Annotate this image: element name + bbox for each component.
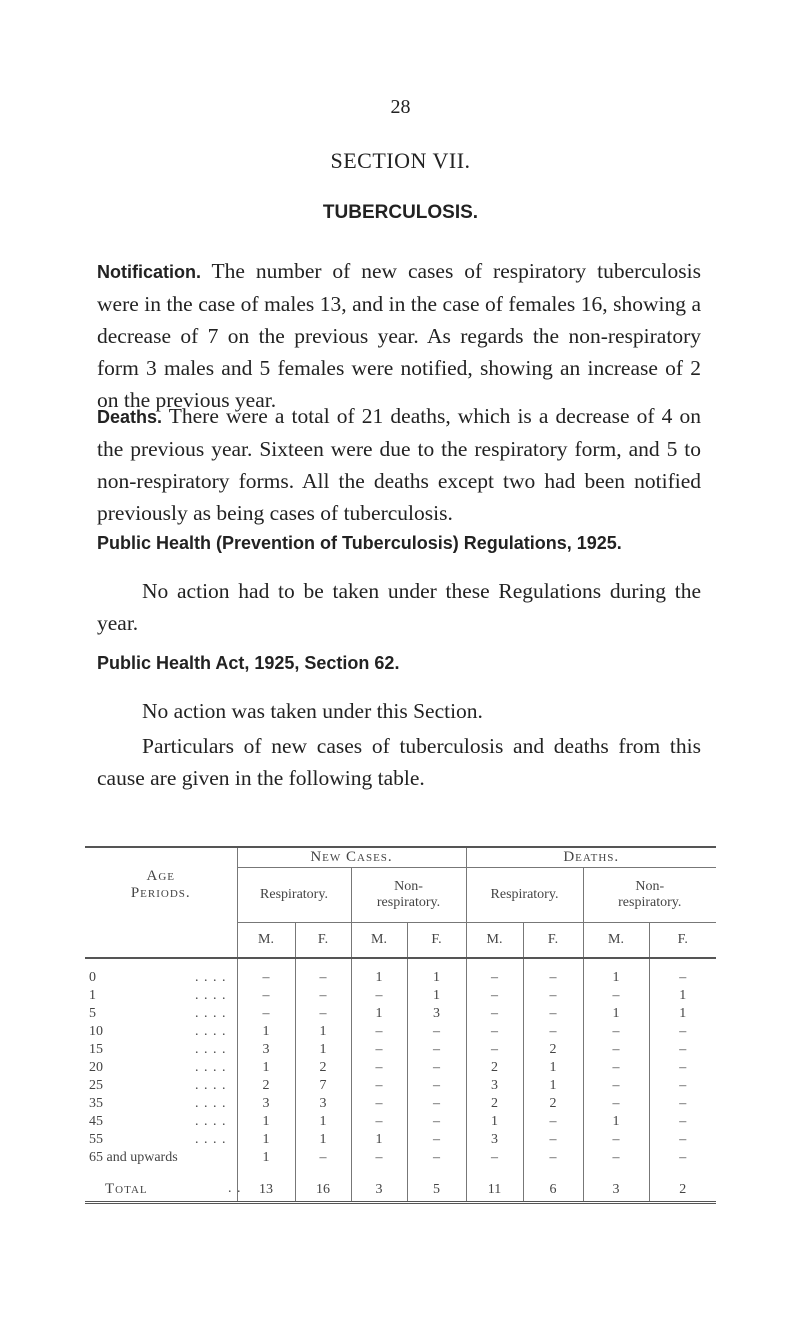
table-cell: – <box>466 1023 523 1041</box>
table-cell: – <box>295 1149 351 1167</box>
table-cell: – <box>649 1059 716 1077</box>
age-period: 45 . . . . <box>89 1113 227 1129</box>
table-cell: – <box>407 1077 466 1095</box>
deaths-respiratory-header: Respiratory. <box>466 868 583 923</box>
page-number: 28 <box>390 96 411 118</box>
table-cell: – <box>583 987 649 1005</box>
table-cell: – <box>407 1095 466 1113</box>
table-row <box>85 1131 716 1149</box>
col-new-resp-f: F. <box>295 923 351 958</box>
table-cell: 3 <box>351 1167 407 1203</box>
table-cell: – <box>351 987 407 1005</box>
table-cell: 1 <box>351 1131 407 1149</box>
table-cell: 1 <box>295 1131 351 1149</box>
age-period: 15 . . . . <box>89 1041 227 1057</box>
notification-paragraph <box>97 255 701 416</box>
table-cell: 1 <box>237 1023 295 1041</box>
table-cell: 1 <box>351 958 407 987</box>
table-cell: – <box>351 1059 407 1077</box>
table-cell: 1 <box>649 987 716 1005</box>
table-cell: 1 <box>583 958 649 987</box>
table-cell: 2 <box>466 1095 523 1113</box>
tuberculosis-table <box>85 846 716 1204</box>
table-cell: – <box>295 958 351 987</box>
table-cell: 7 <box>295 1077 351 1095</box>
table-row <box>85 1113 716 1131</box>
table-row <box>85 1149 716 1167</box>
table-cell: – <box>351 1149 407 1167</box>
table-cell: – <box>407 1149 466 1167</box>
table-cell: – <box>649 1041 716 1059</box>
col-death-nonresp-f: F. <box>649 923 716 958</box>
table-cell: 2 <box>649 1167 716 1203</box>
col-death-resp-f: F. <box>523 923 583 958</box>
table-cell: 1 <box>295 1113 351 1131</box>
table-cell: – <box>583 1059 649 1077</box>
table-cell: – <box>523 1023 583 1041</box>
table-cell: – <box>466 1005 523 1023</box>
table-row <box>85 1023 716 1041</box>
notification-lead: Notification. <box>97 262 201 282</box>
table-cell: – <box>295 1005 351 1023</box>
age-period: 1 . . . . <box>89 987 227 1003</box>
table-cell: – <box>649 1023 716 1041</box>
table-row <box>85 1005 716 1023</box>
table-cell: – <box>649 1131 716 1149</box>
table-cell: – <box>407 1023 466 1041</box>
deaths-lead: Deaths. <box>97 407 163 427</box>
table-cell: 1 <box>237 1113 295 1131</box>
table-cell: – <box>523 1149 583 1167</box>
table-cell: 6 <box>523 1167 583 1203</box>
table-cell: – <box>523 987 583 1005</box>
table-cell: 1 <box>523 1059 583 1077</box>
table-row <box>85 1059 716 1077</box>
table-cell: – <box>523 1113 583 1131</box>
table-cell: – <box>237 1005 295 1023</box>
col-new-resp-m: M. <box>237 923 295 958</box>
table-cell: 11 <box>466 1167 523 1203</box>
table-cell: – <box>407 1113 466 1131</box>
section-heading: SECTION VII. <box>330 148 471 173</box>
table-cell: 2 <box>237 1077 295 1095</box>
age-period: 10 . . . . <box>89 1023 227 1039</box>
age-period: 25 . . . . <box>89 1077 227 1093</box>
table-cell: – <box>407 1131 466 1149</box>
table-cell: – <box>351 1095 407 1113</box>
col-new-nonresp-m: M. <box>351 923 407 958</box>
table-cell: – <box>237 958 295 987</box>
table-row <box>85 1095 716 1113</box>
table-cell: 1 <box>237 1131 295 1149</box>
table-cell: 3 <box>466 1077 523 1095</box>
table-cell: – <box>583 1149 649 1167</box>
table-cell: 1 <box>295 1023 351 1041</box>
table-cell: 13 <box>237 1167 295 1203</box>
total-label: Total . . <box>85 1167 237 1203</box>
table-cell: – <box>583 1041 649 1059</box>
table-cell: – <box>523 958 583 987</box>
table-cell: 1 <box>237 1059 295 1077</box>
table-cell: – <box>351 1023 407 1041</box>
table-cell: – <box>351 1041 407 1059</box>
table-cell: 3 <box>407 1005 466 1023</box>
deaths-text: There were a total of 21 deaths, which is a decrease of 4 on the previous year. Sixteen were due to the respiratory form, and 5 to non-respiratory forms. All the deaths except two had been notified previously as being cases of tuberculosis. <box>97 404 701 525</box>
notification-text: The number of new cases of respiratory tuberculosis were in the case of males 13, and in the case of females 16, showing a decrease of 7 on the previous year. As regards the non-respiratory form 3 males and 5 females were notified, showing an increase of 2 on the previous year. <box>97 259 701 412</box>
table-cell: 1 <box>407 987 466 1005</box>
table-cell: 2 <box>523 1095 583 1113</box>
new-respiratory-header: Respiratory. <box>237 868 351 923</box>
table-cell: 2 <box>295 1059 351 1077</box>
act-paragraph: No action was taken under this Section. <box>142 699 483 723</box>
table-cell: 1 <box>466 1113 523 1131</box>
table-cell: – <box>466 1041 523 1059</box>
table-cell: 1 <box>649 1005 716 1023</box>
table-cell: – <box>466 987 523 1005</box>
table-cell: 1 <box>583 1113 649 1131</box>
age-period: 65 and upwards <box>89 1149 178 1165</box>
table-cell: 16 <box>295 1167 351 1203</box>
regulations-paragraph: No action had to be taken under these Regulations during the year. <box>97 579 701 635</box>
deaths-non-respiratory-header: Non- respiratory. <box>583 868 716 923</box>
table-cell: 2 <box>466 1059 523 1077</box>
deaths-paragraph <box>97 400 701 529</box>
table-cell: – <box>523 1131 583 1149</box>
table-cell: 5 <box>407 1167 466 1203</box>
col-death-nonresp-m: M. <box>583 923 649 958</box>
col-new-nonresp-f: F. <box>407 923 466 958</box>
new-cases-header: New Cases. <box>237 847 466 868</box>
table-cell: – <box>351 1113 407 1131</box>
act-heading: Public Health Act, 1925, Section 62. <box>97 653 400 673</box>
table-cell: 1 <box>583 1005 649 1023</box>
table-cell: – <box>407 1059 466 1077</box>
document-title: TUBERCULOSIS. <box>322 202 479 223</box>
age-period: 35 . . . . <box>89 1095 227 1111</box>
table-cell: – <box>466 1149 523 1167</box>
particulars-paragraph: Particulars of new cases of tuberculosis and deaths from this cause are given in the following table. <box>97 734 701 790</box>
table-cell: – <box>407 1041 466 1059</box>
table-cell: – <box>351 1077 407 1095</box>
age-period: 55 . . . . <box>89 1131 227 1147</box>
table-cell: – <box>466 958 523 987</box>
new-non-respiratory-header: Non- respiratory. <box>351 868 466 923</box>
table-cell: 3 <box>583 1167 649 1203</box>
table-row <box>85 1041 716 1059</box>
age-period: 20 . . . . <box>89 1059 227 1075</box>
table-cell: 3 <box>237 1095 295 1113</box>
age-period: 5 . . . . <box>89 1005 227 1021</box>
table-cell: – <box>583 1023 649 1041</box>
total-row <box>85 1167 716 1203</box>
table-cell: 1 <box>407 958 466 987</box>
table-cell: 1 <box>237 1149 295 1167</box>
table-cell: – <box>649 1149 716 1167</box>
table-cell: 1 <box>295 1041 351 1059</box>
table-cell: 1 <box>351 1005 407 1023</box>
age-periods-header: Age Periods. <box>85 847 237 923</box>
table-cell: 3 <box>295 1095 351 1113</box>
deaths-header: Deaths. <box>466 847 716 868</box>
table-cell: 2 <box>523 1041 583 1059</box>
table-cell: – <box>649 1095 716 1113</box>
table-cell: – <box>649 958 716 987</box>
table-row <box>85 1077 716 1095</box>
table-cell: – <box>649 1113 716 1131</box>
table-cell: – <box>523 1005 583 1023</box>
col-death-resp-m: M. <box>466 923 523 958</box>
table-cell: 1 <box>523 1077 583 1095</box>
table-cell: – <box>649 1077 716 1095</box>
table-cell: 3 <box>466 1131 523 1149</box>
table-row <box>85 958 716 987</box>
table-cell: 3 <box>237 1041 295 1059</box>
regulations-heading: Public Health (Prevention of Tuberculosis) Regulations, 1925. <box>97 533 622 553</box>
table-row <box>85 987 716 1005</box>
age-period: 0 . . . . <box>89 969 227 985</box>
table-cell: – <box>237 987 295 1005</box>
table-cell: – <box>295 987 351 1005</box>
table-cell: – <box>583 1131 649 1149</box>
table-cell: – <box>583 1095 649 1113</box>
table-cell: – <box>583 1077 649 1095</box>
